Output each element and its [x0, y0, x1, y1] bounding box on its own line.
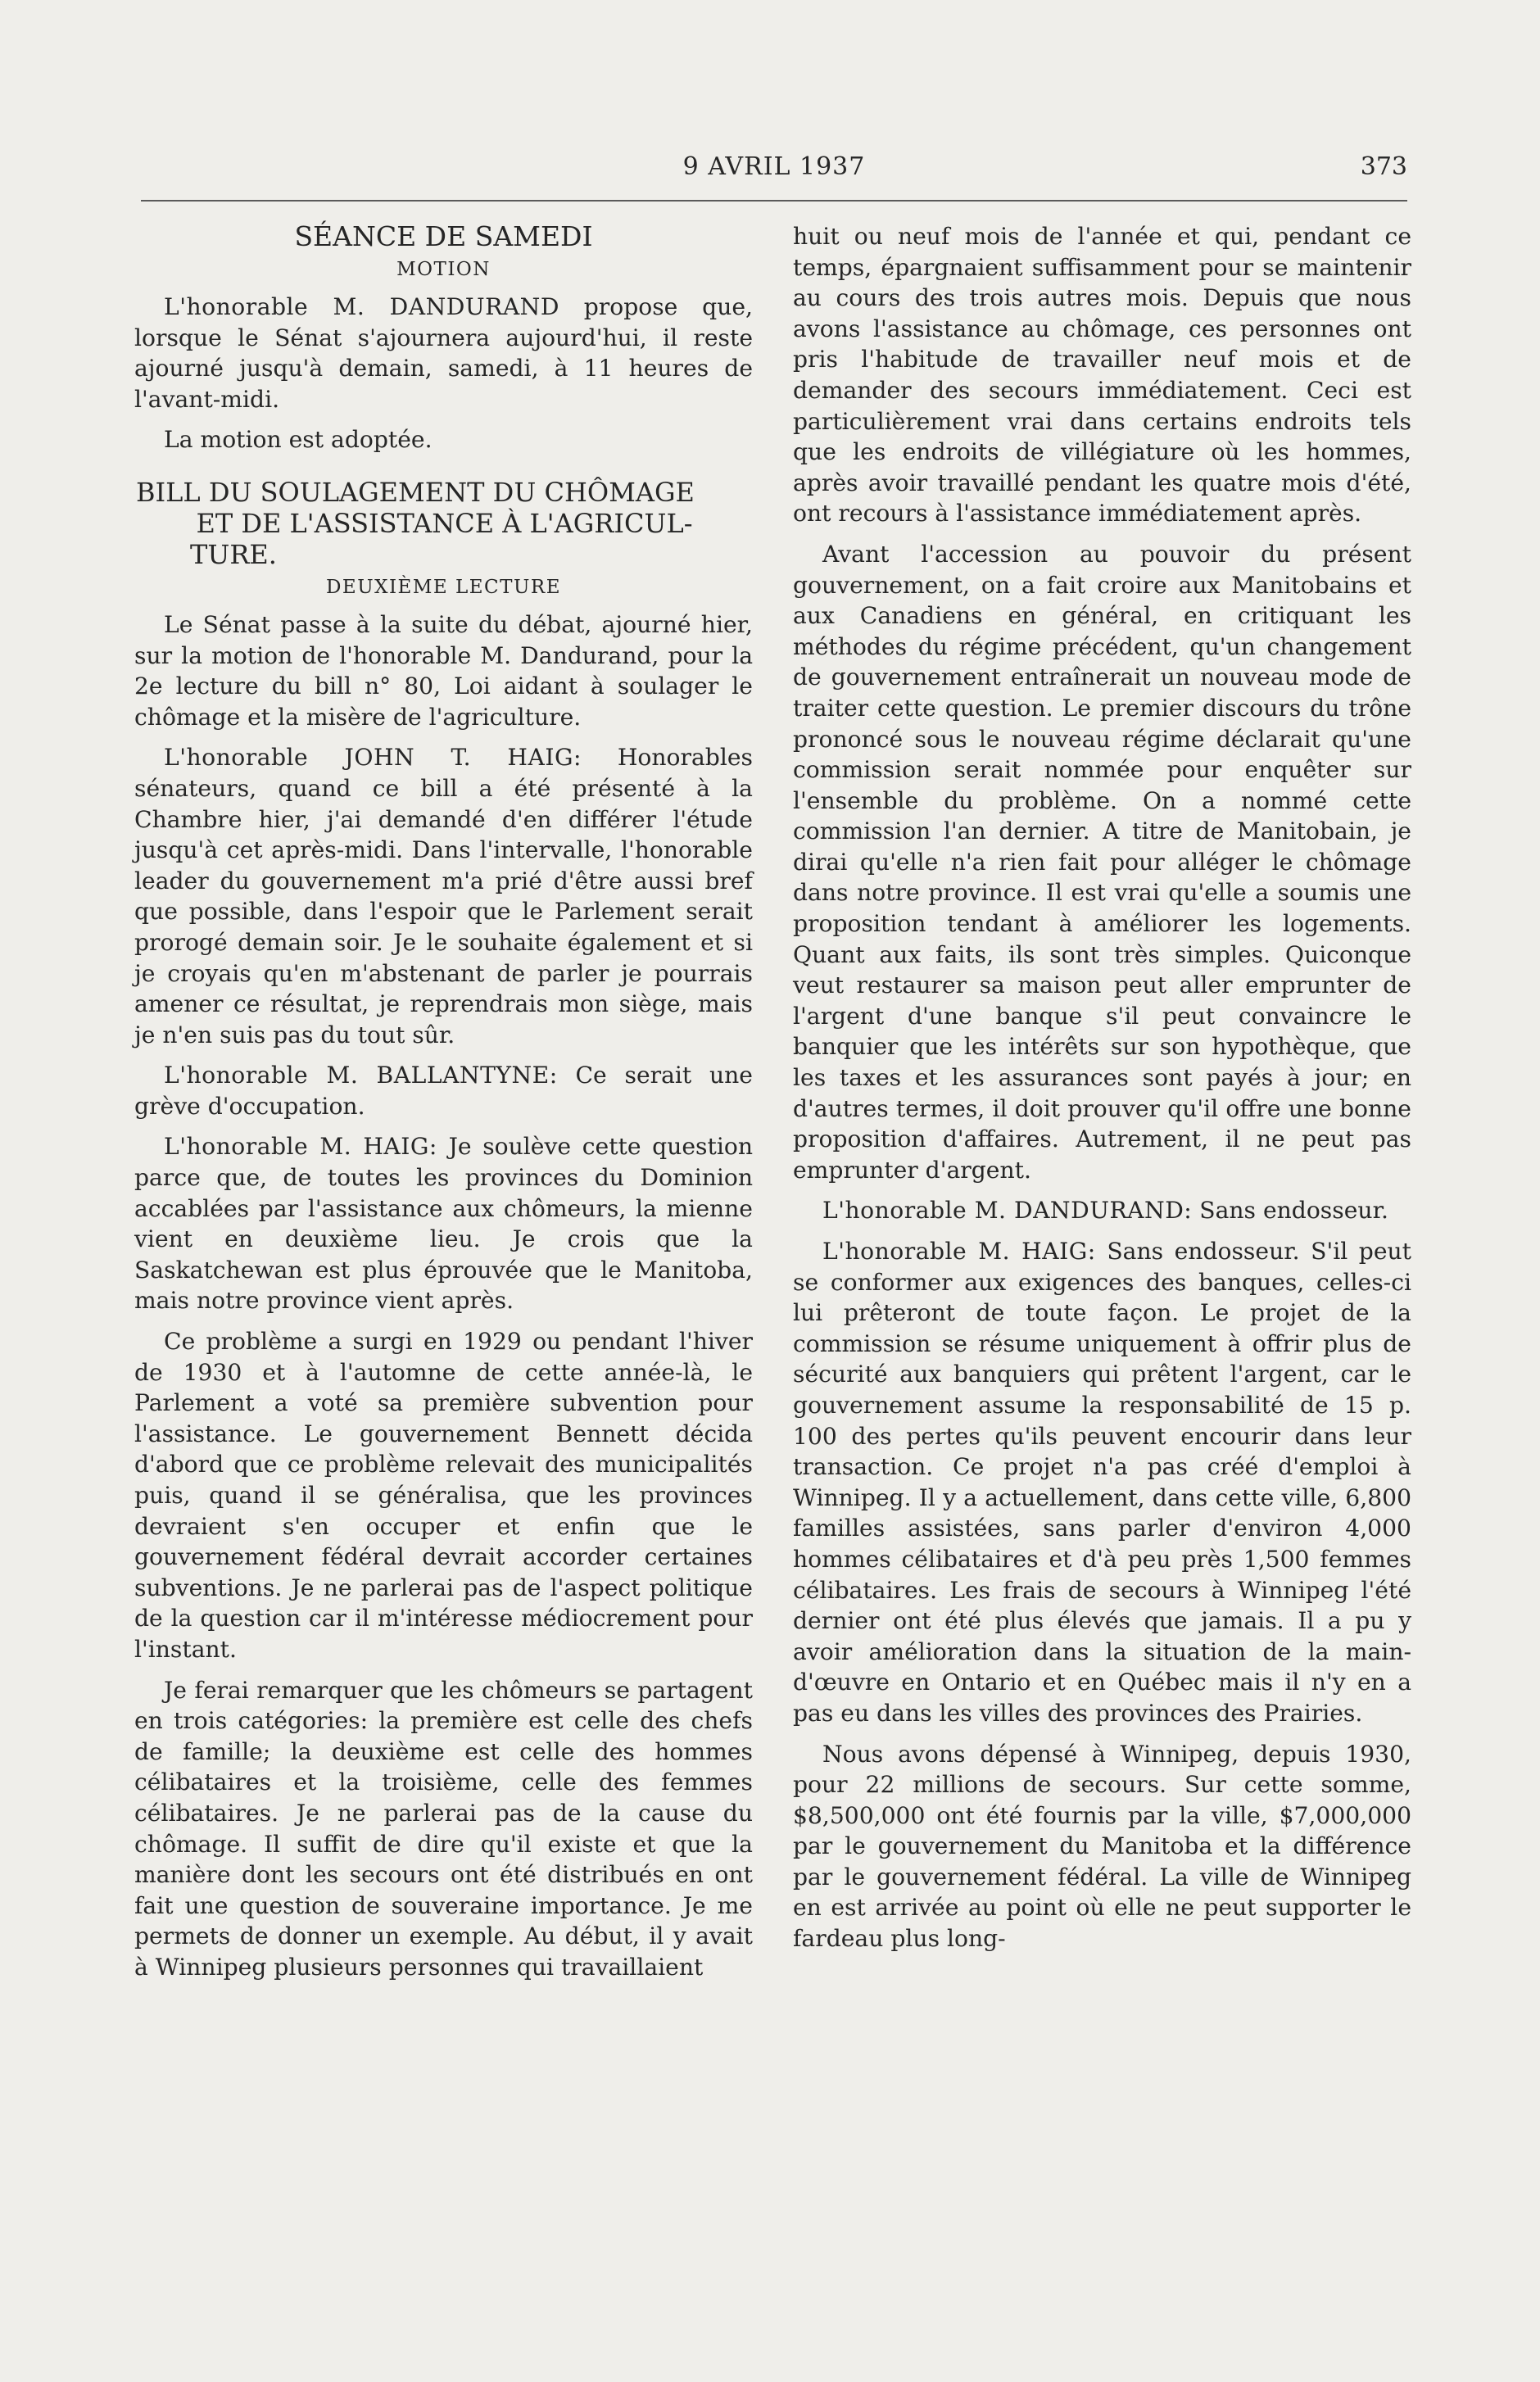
speaker-haig-3: L'honorable M. HAIG:: [822, 1238, 1096, 1265]
right-paragraph-last: Nous avons dépensé à Winnipeg, depuis 1930, pour 22 millions de secours. Sur cette somme, $8,500,000 ont été fournis par la ville, $7,000,000 par le gouvernement du Manitoba et la différence par le gouvernement fédéral. La ville de Winnipeg en est arrivée au point où elle ne peut supporter le fardeau plus long-: [793, 1740, 1411, 1953]
debate-paragraph: Le Sénat passe à la suite du débat, ajourné hier, sur la motion de l'honorable M. Dandurand, pour la 2e lecture du bill n° 80, Loi aidant à soulager le chômage et la misère de l'agriculture.: [134, 610, 753, 731]
dandurand-paragraph: [793, 1195, 1411, 1226]
reading-label: DEUXIÈME LECTURE: [325, 576, 561, 598]
ballantyne-text: Ce serait une grève d'occupation.: [134, 1062, 753, 1120]
right-paragraph-1: huit ou neuf mois de l'année et qui, pendant ce temps, épargnaient suffisamment pour se maintenir au cours des trois autres mois. Depuis que nous avons l'assistance au chômage, ces personnes ont pris l'habitude de travailler neuf mois et de demander des secours immédiatement. Ceci est particulièrement vrai dans certains endroits tels que les endroits de villégiature où les hommes, après avoir travaillé pendant les quatre mois d'été, ont recours à l'assistance immédiatement après.: [793, 223, 1411, 528]
speaker-ballantyne: L'honorable M. BALLANTYNE:: [164, 1062, 558, 1089]
haig-text-1: Honorables sénateurs, quand ce bill a été présenté à la Chambre hier, j'ai demandé d'en différer l'étude jusqu'à cet après-midi. Dans l'intervalle, l'honorable leader du gouvernement m'a prié d'être aussi bref que possible, dans l'espoir que le Parlement serait prorogé demain soir. Je le souhaite également et si je croyais qu'en m'abstenant de parler je pourrais amener ce résultat, je reprendrais mon siège, mais je n'en suis pas du tout sûr.: [134, 744, 753, 1048]
header-date: 9 AVRIL 1937: [682, 152, 866, 181]
haig-paragraph-2: [134, 1131, 753, 1316]
bill-title-line2: ET DE L'ASSISTANCE À L'AGRICUL-: [196, 507, 693, 539]
bill-title-line1: BILL DU SOULAGEMENT DU CHÔMAGE: [136, 476, 695, 508]
haig-paragraph-5: [793, 1236, 1411, 1729]
ballantyne-paragraph: [134, 1060, 753, 1121]
section-title: SÉANCE DE SAMEDI: [294, 220, 593, 252]
speaker-dandurand: L'honorable M. DANDURAND: [164, 293, 559, 320]
right-paragraph-2: Avant l'accession au pouvoir du présent gouvernement, on a fait croire aux Manitobains et aux Canadiens en général, en critiquant les méthodes du régime précédent, qu'un changement de gouvernement entraînerait un nouveau mode de traiter cette question. Le premier discours du trône prononcé sous le nouveau régime déclarait qu'une commission serait nommée pour enquêter sur l'ensemble du problème. On a nommé cette commission l'an dernier. A titre de Manitobain, je dirai qu'elle n'a rien fait pour alléger le chômage dans notre province. Il est vrai qu'elle a soumis une proposition tendant à améliorer les logements. Quant aux faits, ils sont très simples. Quiconque veut restaurer sa maison peut aller emprunter de l'argent d'une banque s'il peut convaincre le banquier que les intérêts sur son hypothèque, que les taxes et les assurances sont payés à jour; en d'autres termes, il doit prouver qu'il offre une bonne proposition d'affaires. Autrement, il ne peut pas emprunter d'argent.: [793, 540, 1411, 1184]
bill-title-line3: TURE.: [190, 538, 277, 570]
speaker-dandurand-2: L'honorable M. DANDURAND:: [822, 1197, 1193, 1225]
haig-paragraph-1: [134, 742, 753, 1050]
motion-text: propose que, lorsque le Sénat s'ajournera aujourd'hui, il reste ajourné jusqu'à demain, samedi, à 11 heures de l'avant-midi.: [134, 293, 753, 413]
haig-paragraph-4: Je ferai remarquer que les chômeurs se partagent en trois catégories: la première est celle des chefs de famille; la deuxième est celle des hommes célibataires et la troisième, celle des femmes célibataires. Je ne parlerai pas de la cause du chômage. Il suffit de dire qu'il existe et que la manière dont les secours ont été distribués en ont fait une question de souveraine importance. Je me permets de donner un exemple. Au début, il y avait à Winnipeg plusieurs personnes qui travaillaient: [134, 1676, 753, 1981]
haig-text-2: Je soulève cette question parce que, de toutes les provinces du Dominion accablées par l'assistance aux chômeurs, la mienne vient en deuxième lieu. Je crois que la Saskatchewan est plus éprouvée que le Manitoba, mais notre province vient après.: [134, 1133, 753, 1315]
page-number: 373: [1360, 152, 1407, 181]
motion-adopted: La motion est adoptée.: [164, 426, 433, 454]
speaker-haig: L'honorable JOHN T. HAIG:: [164, 744, 582, 772]
motion-label: MOTION: [396, 259, 491, 280]
page-header: [141, 152, 1407, 188]
motion-paragraph: [134, 292, 753, 414]
haig-text-5: Sans endosseur. S'il peut se conformer aux exigences des banques, celles-ci lui prêteront de toute façon. Le projet de la commission se résume uniquement à offrir plus de sécurité aux banquiers qui prêtent l'argent, car le gouvernement assume la responsabilité de 15 p. 100 des pertes qu'ils peuvent encourir dans leur transaction. Ce projet n'a pas créé d'emploi à Winnipeg. Il y a actuellement, dans cette ville, 6,800 familles assistées, sans parler d'environ 4,000 hommes célibataires et d'à peu près 1,500 femmes célibataires. Les frais de secours à Winnipeg l'été dernier ont été plus élevés que jamais. Il a pu y avoir amélioration dans la situation de la main-d'œuvre en Ontario et en Québec mais il n'y en a pas eu dans les villes des provinces des Prairies.: [793, 1238, 1411, 1727]
header-rule: [141, 200, 1407, 202]
right-column: [793, 221, 1411, 1964]
haig-paragraph-3: Ce problème a surgi en 1929 ou pendant l'hiver de 1930 et à l'automne de cette année-là, le Parlement a voté sa première subvention pour l'assistance. Le gouvernement Bennett décida d'abord que ce problème relevait des municipalités puis, quand il se généralisa, que les provinces devraient s'en occuper et enfin que le gouvernement fédéral devrait accorder certaines subventions. Je ne parlerai pas de l'aspect politique de la question car il m'intéresse médiocrement pour l'instant.: [134, 1328, 753, 1663]
left-column: [134, 221, 753, 1993]
speaker-haig-2: L'honorable M. HAIG:: [164, 1133, 437, 1161]
bill-title: [134, 477, 753, 570]
dandurand-text: Sans endosseur.: [1192, 1197, 1388, 1225]
